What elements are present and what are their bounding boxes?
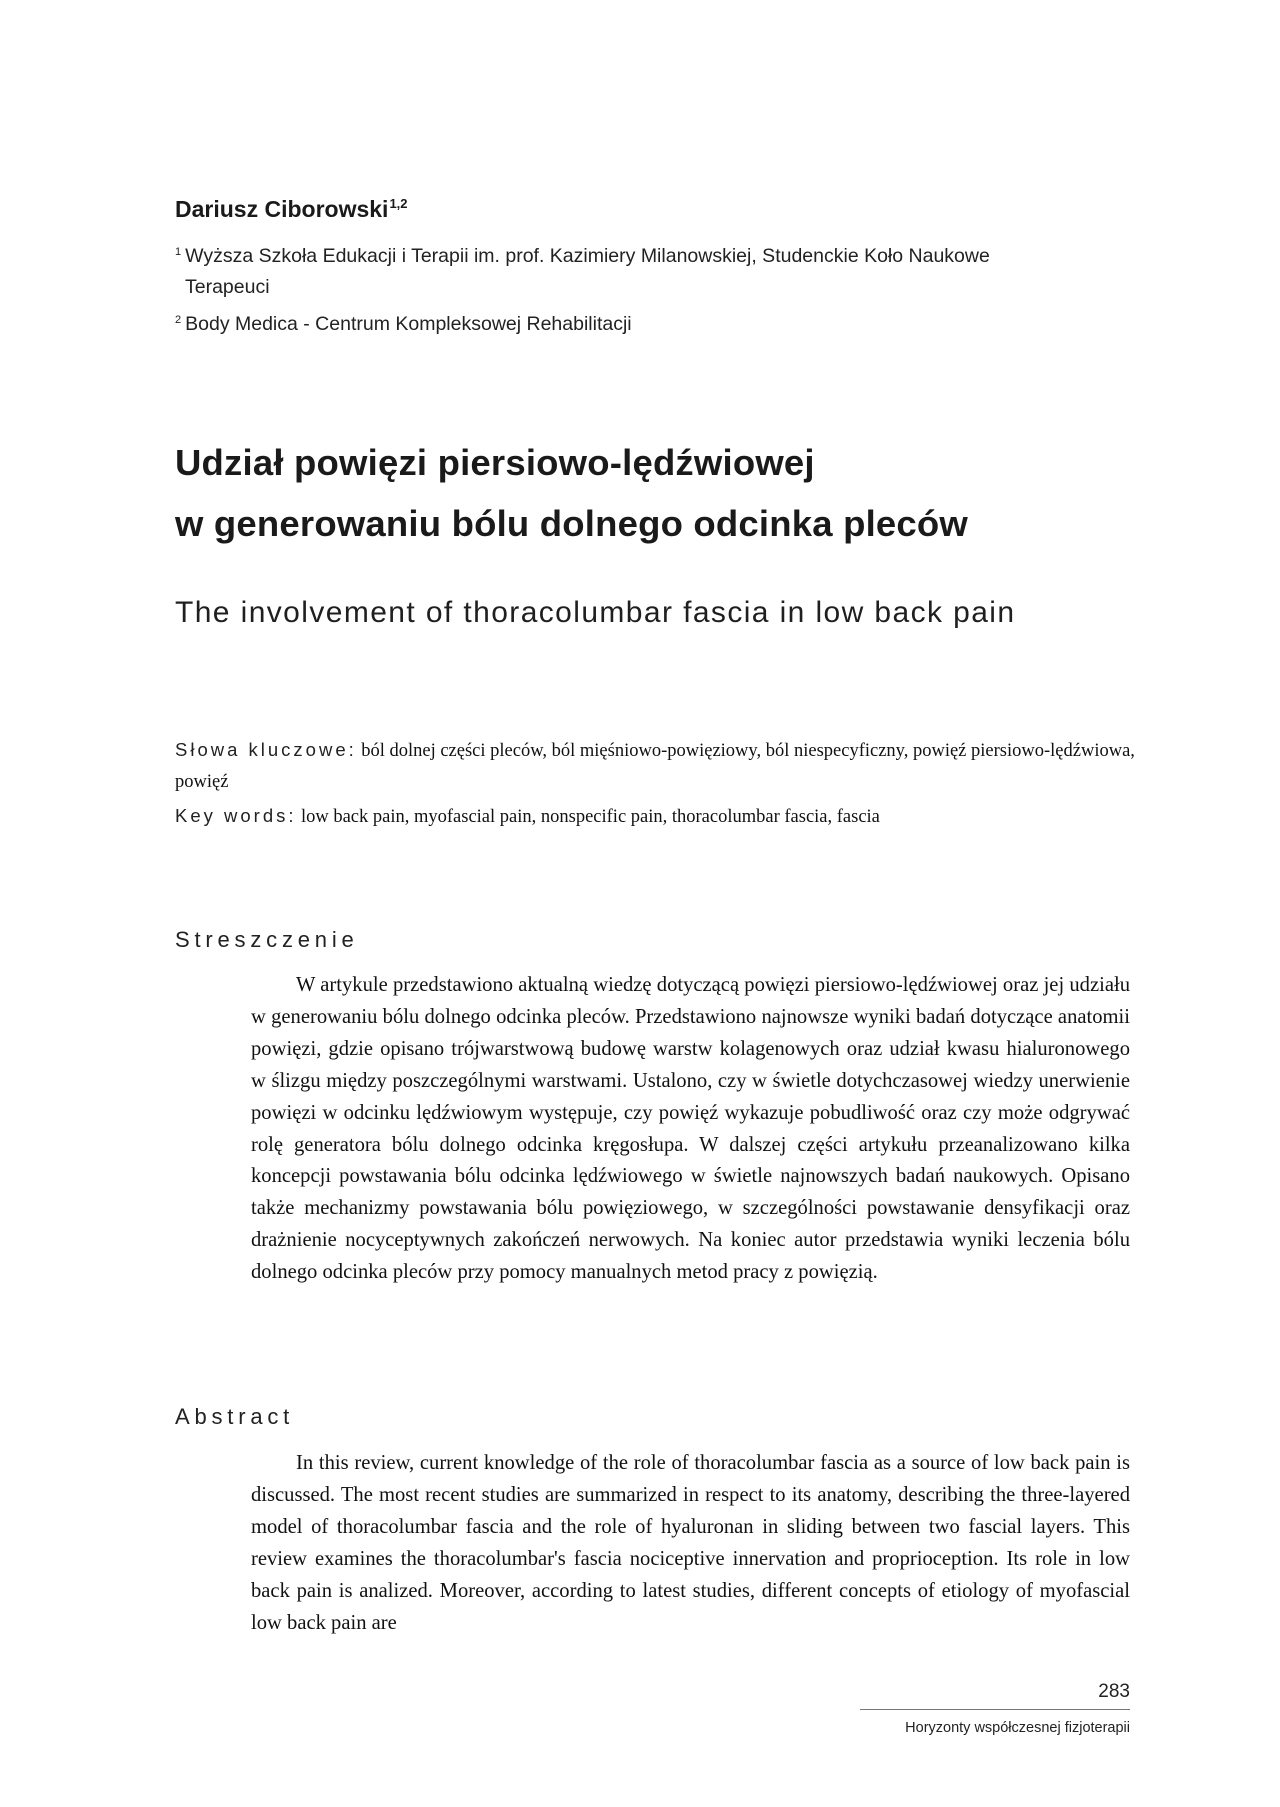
affiliation-1 [175,237,1135,303]
streszczenie-text: W artykule przedstawiono aktualną wiedzę dotyczącą powięzi piersiowo-lędźwiowej oraz jej udziału w generowaniu bólu dolnego odcinka pleców. Przedstawiono najnowsze wyniki badań dotyczące anatomii powięzi, gdzie opisano trójwarstwową budowę warstw kolagenowych oraz udział kwasu hialuronowego w ślizgu między poszczególnymi warstwami. Ustalono, czy w świetle dotychczasowej wiedzy unerwienie powięzi w odcinku lędźwiowym występuje, czy powięź wykazuje pobudliwość oraz czy może odgrywać rolę generatora bólu dolnego odcinka kręgosłupa. W dalszej części artykułu przeanalizowano kilka koncepcji powstawania bólu odcinka lędźwiowego w świetle najnowszych badań naukowych. Opisano także mechanizmy powstawania bólu powięziowego, w szczególności powstawanie densyfikacji oraz drażnienie nocyceptywnych zakończeń nerwowych. Na koniec autor przedstawia wyniki leczenia bólu dolnego odcinka pleców przy pomocy manualnych metod pracy z powięzią. [251,974,1130,1284]
affiliation-2 [175,305,632,340]
streszczenie-heading: Streszczenie [175,927,359,952]
abstract-text: In this review, current knowledge of the role of thoracolumbar fascia as a source of low back pain is discussed. The most recent studies are summarized in respect to its anatomy, describing the three-layered model of thoracolumbar fascia and the role of hyaluronan in sliding between two fascial layers. This review examines the thoracolumbar's fascia nociceptive innervation and proprioception. Its role in low back pain is analized. Moreover, according to latest studies, different concepts of etiology of myofascial low back pain are [251,1452,1130,1634]
keywords-polish-label: Słowa kluczowe: [175,739,357,760]
affiliation-1-mark: 1 [175,246,182,258]
author-affiliation-marks: 1,2 [389,196,408,211]
journal-name: Horyzonty współczesnej fizjoterapii [905,1720,1130,1736]
affiliation-1-line2: Terapeuci [185,276,270,298]
title-line-1: Udział powięzi piersiowo-lędźwiowej [175,442,815,483]
author-name-text: Dariusz Ciborowski [175,196,389,222]
page-number: 283 [1098,1681,1130,1702]
author-name [175,196,408,223]
affiliation-2-line1: Body Medica - Centrum Kompleksowej Rehabilitacji [185,313,632,335]
title-line-2: w generowaniu bólu dolnego odcinka pleców [175,503,969,544]
keywords-polish [175,734,1135,798]
keywords-english-label: Key words: [175,805,297,826]
abstract-heading: Abstract [175,1404,295,1429]
keywords-english [175,800,1135,833]
affiliation-2-mark: 2 [175,314,182,326]
keywords-polish-text: ból dolnej części pleców, ból mięśniowo-powięziowy, ból niespecyficzny, powięź piersiowo-lędźwiowa, powięź [175,741,1135,792]
affiliation-1-line1: Wyższa Szkoła Edukacji i Terapii im. prof. Kazimiery Milanowskiej, Studenckie Koło Naukowe [185,245,990,267]
article-title [175,432,968,554]
article-subtitle: The involvement of thoracolumbar fascia in low back pain [175,596,1016,629]
keywords-english-text: low back pain, myofascial pain, nonspecific pain, thoracolumbar fascia, fascia [300,807,880,827]
footer-divider [860,1709,1130,1710]
